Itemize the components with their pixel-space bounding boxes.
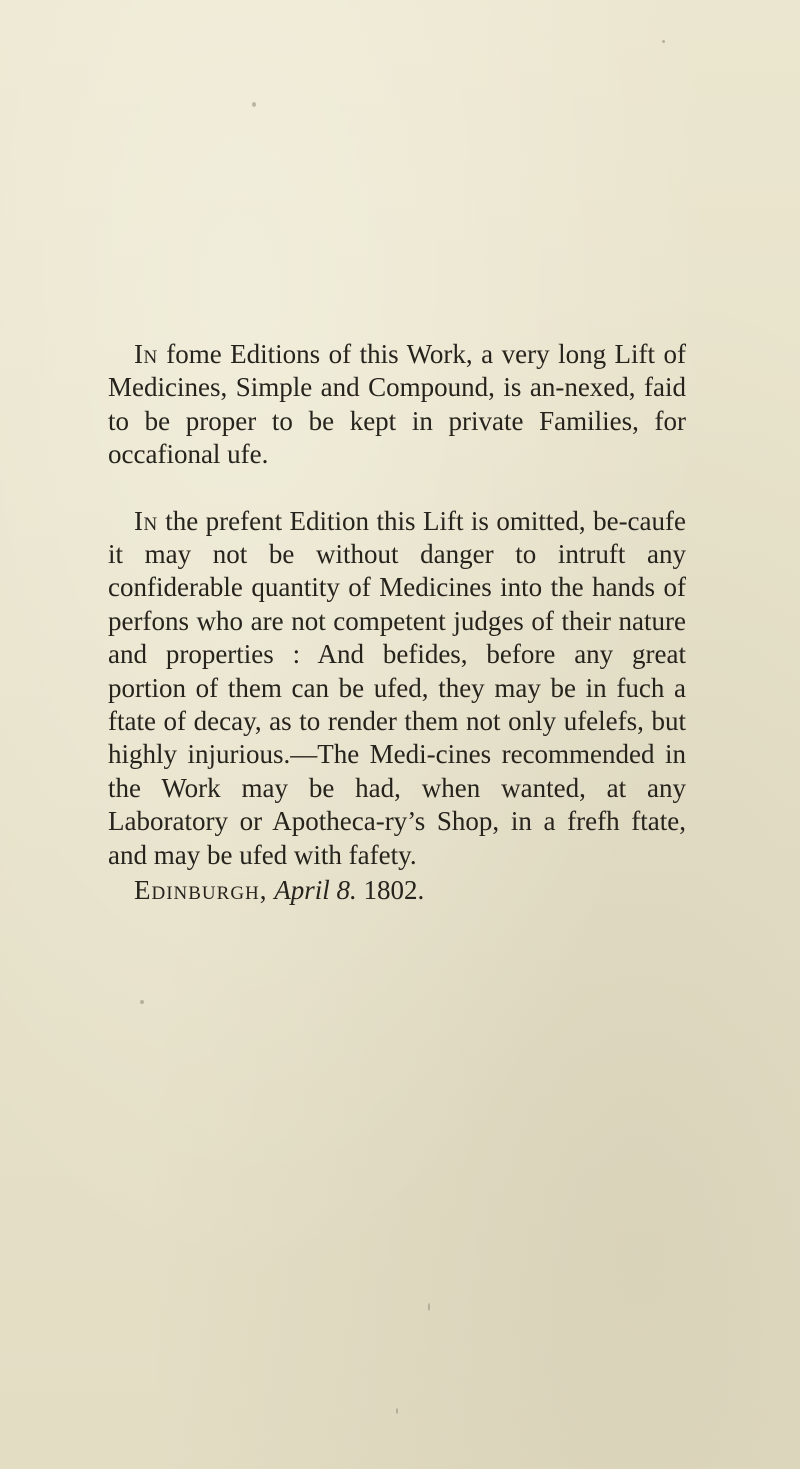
paragraph-2-text: the prefent Edition this Lift is omitted, be-caufe it may not be without danger to intruft any confiderable quantity of Medicines into the hands of perfons who are not competent judges of their nature and properties : And befides, before any great portion of them can be ufed, they may be in fuch a ftate of decay, as to render them not only ufelefs, but highly injurious.—The Medi-cines recommended in the Work may be had, when wanted, at any Laboratory or Apotheca-ry’s Shop, in a frefh ftate, and may be ufed with fafety.	[108, 505, 686, 870]
paragraph-2	[108, 505, 686, 872]
paragraph-1	[108, 338, 686, 472]
signoff-month-day: April 8.	[274, 875, 357, 906]
paper-speck	[396, 1408, 398, 1414]
signoff-year: 1802.	[363, 875, 425, 906]
paragraph-1-lead: In	[134, 339, 158, 369]
paper-speck	[252, 102, 256, 107]
signoff-place: Edinburgh,	[134, 875, 268, 906]
paper-speck	[140, 1000, 144, 1004]
document-body	[108, 338, 686, 908]
paper-speck	[428, 1303, 430, 1311]
paragraph-1-text: fome Editions of this Work, a very long Lift of Medicines, Simple and Compound, is an-nexed, faid to be proper to be kept in private Families, for occafional ufe.	[108, 339, 687, 470]
signoff-line	[134, 874, 686, 907]
paper-speck	[662, 40, 665, 43]
paragraph-2-lead: In	[134, 505, 158, 536]
